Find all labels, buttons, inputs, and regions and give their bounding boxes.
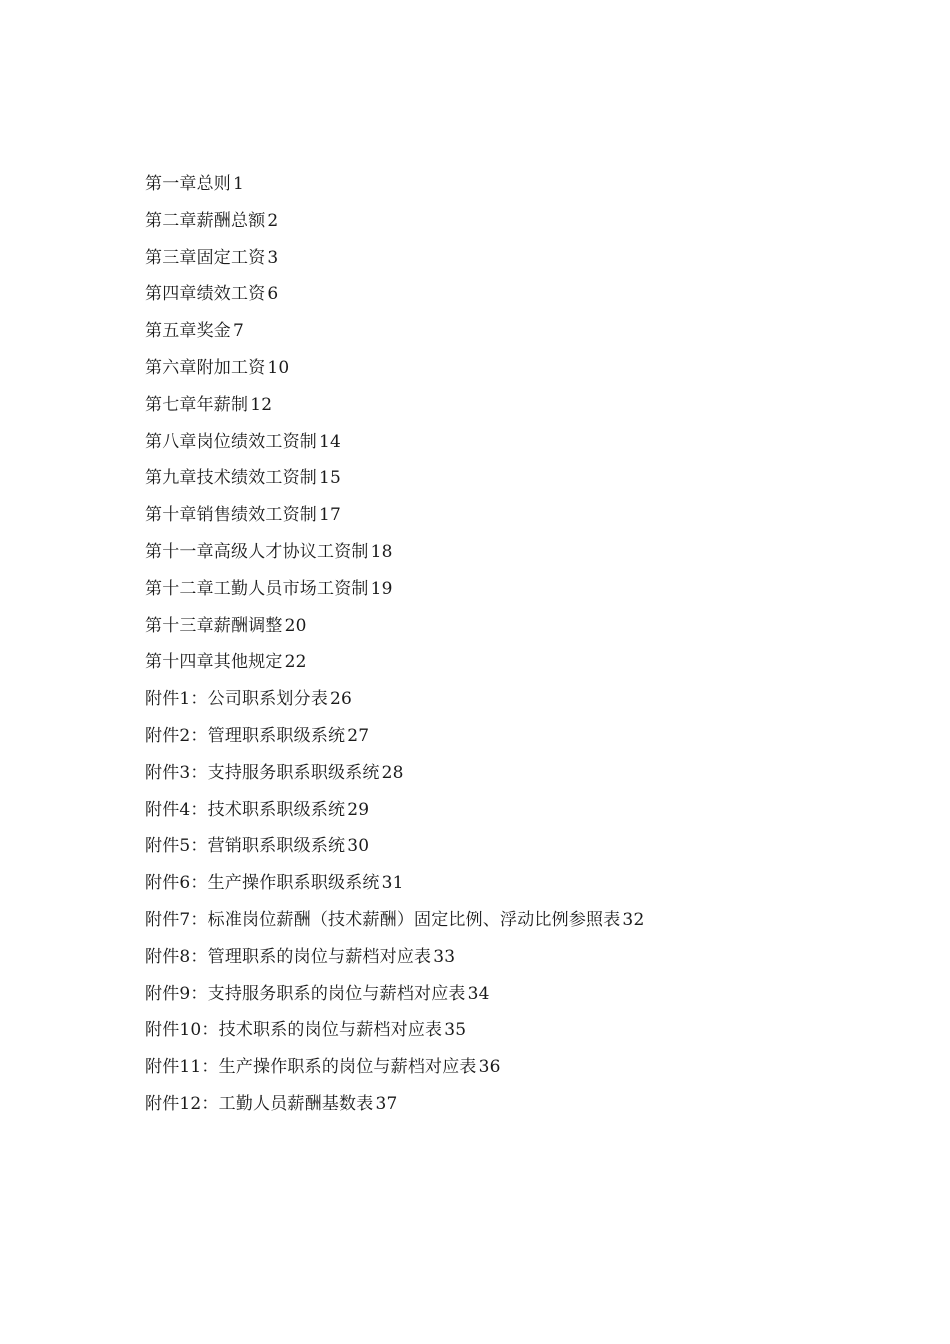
toc-entry[interactable] <box>145 350 925 387</box>
toc-entry-title: 附件10：技术职系的岗位与薪档对应表 <box>145 1020 443 1041</box>
toc-entry-page-number: 2 <box>267 210 279 231</box>
toc-entry-title: 第四章绩效工资 <box>145 284 266 305</box>
toc-entry-page-number: 36 <box>478 1057 501 1078</box>
toc-entry[interactable] <box>145 313 925 350</box>
toc-entry[interactable] <box>145 166 925 203</box>
toc-entry-title: 第十四章其他规定 <box>145 652 283 673</box>
toc-entry-page-number: 22 <box>284 652 307 673</box>
toc-entry[interactable] <box>145 1086 925 1123</box>
toc-entry[interactable] <box>145 644 925 681</box>
toc-entry-title: 附件12：工勤人员薪酬基数表 <box>145 1093 374 1114</box>
toc-entry[interactable] <box>145 792 925 829</box>
toc-entry-title: 附件1：公司职系划分表 <box>145 689 329 710</box>
toc-entry-page-number: 30 <box>347 836 370 857</box>
toc-entry-page-number: 10 <box>267 357 290 378</box>
table-of-contents <box>145 166 925 1123</box>
toc-entry-title: 第三章固定工资 <box>145 247 266 268</box>
toc-entry-title: 第十二章工勤人员市场工资制 <box>145 578 369 599</box>
toc-entry-page-number: 27 <box>347 725 370 746</box>
toc-entry[interactable] <box>145 828 925 865</box>
toc-entry-page-number: 6 <box>267 284 279 305</box>
toc-entry[interactable] <box>145 497 925 534</box>
toc-entry-page-number: 26 <box>330 689 353 710</box>
toc-entry-title: 第十一章高级人才协议工资制 <box>145 541 369 562</box>
toc-entry[interactable] <box>145 608 925 645</box>
toc-entry[interactable] <box>145 902 925 939</box>
toc-entry[interactable] <box>145 424 925 461</box>
toc-entry-page-number: 14 <box>319 431 342 452</box>
toc-entry[interactable] <box>145 571 925 608</box>
toc-entry[interactable] <box>145 387 925 424</box>
toc-entry-page-number: 3 <box>267 247 279 268</box>
toc-entry-title: 第十三章薪酬调整 <box>145 615 283 636</box>
toc-entry-page-number: 31 <box>381 873 404 894</box>
toc-entry-page-number: 19 <box>370 578 393 599</box>
toc-entry[interactable] <box>145 1049 925 1086</box>
toc-entry-page-number: 29 <box>347 799 370 820</box>
toc-entry-page-number: 34 <box>467 983 490 1004</box>
toc-entry-page-number: 18 <box>370 541 393 562</box>
toc-entry-page-number: 1 <box>233 174 245 194</box>
toc-entry-title: 附件9：支持服务职系的岗位与薪档对应表 <box>145 983 466 1004</box>
toc-entry-page-number: 17 <box>319 505 342 526</box>
toc-entry-page-number: 28 <box>381 762 404 783</box>
toc-entry-title: 附件7：标准岗位薪酬（技术薪酬）固定比例、浮动比例参照表 <box>145 909 621 930</box>
toc-entry-title: 第八章岗位绩效工资制 <box>145 431 317 452</box>
toc-entry-page-number: 33 <box>433 946 456 967</box>
toc-entry-page-number: 12 <box>250 394 273 415</box>
toc-entry-title: 附件11：生产操作职系的岗位与薪档对应表 <box>145 1057 477 1078</box>
toc-entry-page-number: 7 <box>233 321 245 342</box>
toc-entry[interactable] <box>145 976 925 1013</box>
toc-entry-title: 第一章总则 <box>145 174 231 194</box>
toc-entry-title: 第七章年薪制 <box>145 394 249 415</box>
toc-entry-title: 第六章附加工资 <box>145 357 266 378</box>
toc-entry-title: 第二章薪酬总额 <box>145 210 266 231</box>
toc-entry-title: 附件3：支持服务职系职级系统 <box>145 762 380 783</box>
toc-entry-page-number: 20 <box>284 615 307 636</box>
toc-entry-title: 附件2：管理职系职级系统 <box>145 725 346 746</box>
toc-entry[interactable] <box>145 1012 925 1049</box>
toc-entry-title: 第十章销售绩效工资制 <box>145 505 317 526</box>
toc-entry-title: 第九章技术绩效工资制 <box>145 468 317 489</box>
toc-entry-title: 附件5：营销职系职级系统 <box>145 836 346 857</box>
toc-entry-title: 附件4：技术职系职级系统 <box>145 799 346 820</box>
toc-entry-page-number: 37 <box>375 1093 398 1114</box>
toc-entry-title: 第五章奖金 <box>145 321 231 342</box>
toc-entry[interactable] <box>145 755 925 792</box>
toc-entry-title: 附件8：管理职系的岗位与薪档对应表 <box>145 946 432 967</box>
toc-entry-title: 附件6：生产操作职系职级系统 <box>145 873 380 894</box>
toc-entry[interactable] <box>145 276 925 313</box>
toc-entry[interactable] <box>145 203 925 240</box>
toc-entry-page-number: 35 <box>444 1020 467 1041</box>
toc-entry[interactable] <box>145 718 925 755</box>
toc-entry-page-number: 15 <box>319 468 342 489</box>
toc-entry[interactable] <box>145 460 925 497</box>
toc-entry[interactable] <box>145 681 925 718</box>
toc-entry[interactable] <box>145 240 925 277</box>
toc-entry[interactable] <box>145 939 925 976</box>
toc-entry[interactable] <box>145 534 925 571</box>
toc-entry-page-number: 32 <box>622 909 645 930</box>
toc-entry[interactable] <box>145 865 925 902</box>
